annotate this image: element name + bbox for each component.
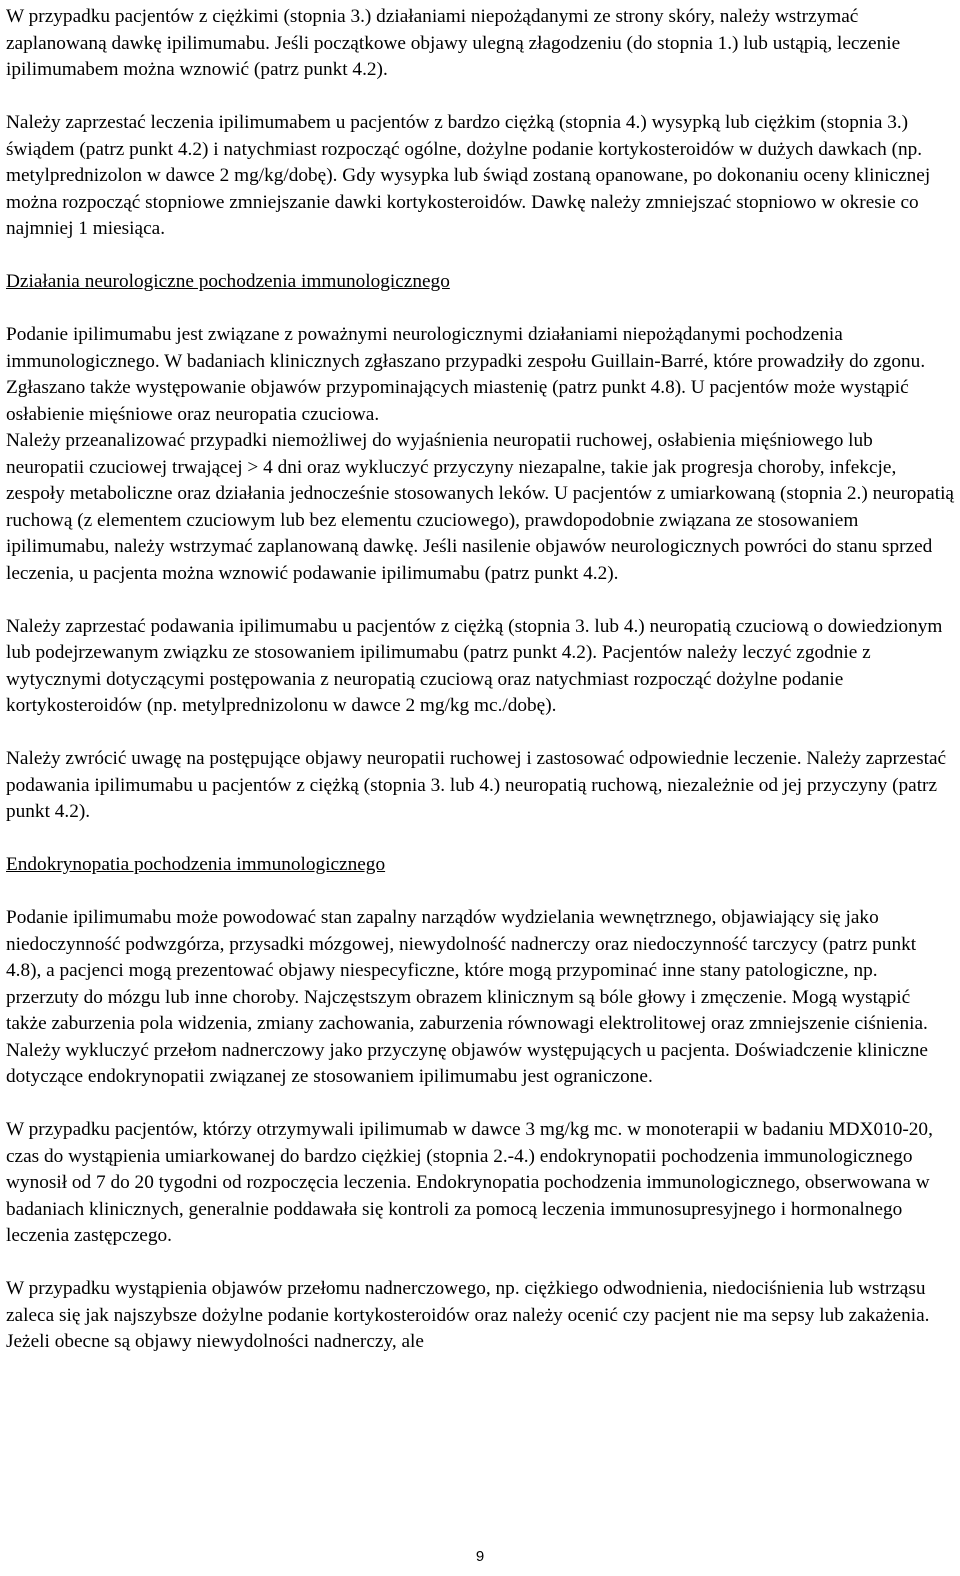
paragraph-neuro-sensory: Należy zaprzestać podawania ipilimumabu u pacjentów z ciężką (stopnia 3. lub 4.) neuropatią czuciową o dowiedzionym lub podejrzewanym związku ze stosowaniem ipilimumabu (patrz punkt 4.2). Pacjentów należy leczyć zgodnie z wytycznymi dotyczącymi postępowania z neuropatią czuciową oraz natychmiast rozpocząć dożylne podanie kortykosteroidów (np. metylprednizolonu w dawce 2 mg/kg mc./dobę). (6, 615, 943, 716)
paragraph-skin-severe: W przypadku pacjentów z ciężkimi (stopnia 3.) działaniami niepożądanymi ze strony skóry, należy wstrzymać zaplanowaną dawkę ipilimumabu. Jeśli początkowe objawy ulegną złagodzeniu (do stopnia 1.) lub ustąpią, leczenie ipilimumabem można wznowić (patrz punkt 4.2). (6, 6, 901, 80)
paragraph-gap (6, 243, 954, 270)
paragraph-gap (6, 587, 954, 614)
paragraph-gap (6, 826, 954, 853)
paragraph-gap (6, 720, 954, 747)
section-heading-endocrinopathy: Endokrynopatia pochodzenia immunologicznego (6, 854, 386, 875)
page-number: 9 (475, 1548, 485, 1565)
paragraph-gap (6, 879, 954, 906)
document-page (6, 4, 954, 1356)
paragraph-endo-intro: Podanie ipilimumabu może powodować stan zapalny narządów wydzielania wewnętrznego, objawiający się jako niedoczynność podwzgórza, przysadki mózgowej, niewydolność nadnerczy oraz niedoczynność tarczycy (patrz punkt 4.8), a pacjenci mogą prezentować objawy niespecyficzne, które mogą przypominać inne stany patologiczne, np. przerzuty do mózgu lub inne choroby. Najczęstszym obrazem klinicznym są bóle głowy i zmęczenie. Mogą wystąpić także zaburzenia pola widzenia, zmiany zachowania, zaburzenia równowagi elektrolitowej oraz zmniejszenie ciśnienia. Należy wykluczyć przełom nadnerczowy jako przyczynę objawów występujących u pacjenta. Doświadczenie kliniczne dotyczące endokrynopatii związanej ze stosowaniem ipilimumabu jest ograniczone. (6, 907, 928, 1087)
paragraph-neuro-motor: Należy przeanalizować przypadki niemożliwej do wyjaśnienia neuropatii ruchowej, osłabienia mięśniowego lub neuropatii czuciowej trwającej > 4 dni oraz wykluczyć przyczyny niezapalne, takie jak progresja choroby, infekcje, zespoły metaboliczne oraz działania jednocześnie stosowanych leków. U pacjentów z umiarkowaną (stopnia 2.) neuropatią ruchową (z elementem czuciowym lub bez elementu czuciowego), prawdopodobnie związana ze stosowaniem ipilimumabu, należy wstrzymać zaplanowaną dawkę. Jeśli nasilenie objawów neurologicznych powróci do stanu sprzed leczenia, u pacjenta można wznowić podawanie ipilimumabu (patrz punkt 4.2). (6, 430, 954, 584)
paragraph-endo-adrenal-crisis: W przypadku wystąpienia objawów przełomu nadnerczowego, np. ciężkiego odwodnienia, niedociśnienia lub wstrząsu zaleca się jak najszybsze dożylne podanie kortykosteroidów oraz należy ocenić czy pacjent nie ma sepsy lub zakażenia. Jeżeli obecne są objawy niewydolności nadnerczy, ale (6, 1278, 930, 1352)
section-heading-neurological: Działania neurologiczne pochodzenia immunologicznego (6, 271, 450, 292)
paragraph-neuro-progressive: Należy zwrócić uwagę na postępujące objawy neuropatii ruchowej i zastosować odpowiednie leczenie. Należy zaprzestać podawania ipilimumabu u pacjentów z ciężką (stopnia 3. lub 4.) neuropatią ruchową, niezależnie od jej przyczyny (patrz punkt 4.2). (6, 748, 947, 822)
paragraph-gap (6, 296, 954, 323)
paragraph-endo-onset: W przypadku pacjentów, którzy otrzymywali ipilimumab w dawce 3 mg/kg mc. w monoterapii w badaniu MDX010-20, czas do wystąpienia umiarkowanej do bardzo ciężkiej (stopnia 2.-4.) endokrynopatii pochodzenia immunologicznego wynosił od 7 do 20 tygodni od rozpoczęcia leczenia. Endokrynopatia pochodzenia immunologicznego, obserwowana w badaniach klinicznych, generalnie poddawała się kontroli za pomocą leczenia immunosupresyjnego i hormonalnego leczenia zastępczego. (6, 1119, 933, 1246)
paragraph-gap (6, 1250, 954, 1277)
paragraph-skin-discontinue: Należy zaprzestać leczenia ipilimumabem u pacjentów z bardzo ciężką (stopnia 4.) wysypką lub ciężkim (stopnia 3.) świądem (patrz punkt 4.2) i natychmiast rozpocząć ogólne, dożylne podanie kortykosteroidów w dużych dawkach (np. metylprednizolon w dawce 2 mg/kg/dobę). Gdy wysypka lub świąd zostaną opanowane, po dokonaniu oceny klinicznej można rozpocząć stopniowe zmniejszanie dawki kortykosteroidów. Dawkę należy zmniejszać stopniowo w okresie co najmniej 1 miesiąca. (6, 112, 931, 239)
paragraph-gap (6, 84, 954, 111)
paragraph-gap (6, 1091, 954, 1118)
paragraph-neuro-intro: Podanie ipilimumabu jest związane z poważnymi neurologicznymi działaniami niepożądanymi pochodzenia immunologicznego. W badaniach klinicznych zgłaszano przypadki zespołu Guillain-Barré, które prowadziły do zgonu. Zgłaszano także występowanie objawów przypominających miastenię (patrz punkt 4.8). U pacjentów może wystąpić osłabienie mięśniowe oraz neuropatia czuciowa. (6, 324, 926, 425)
